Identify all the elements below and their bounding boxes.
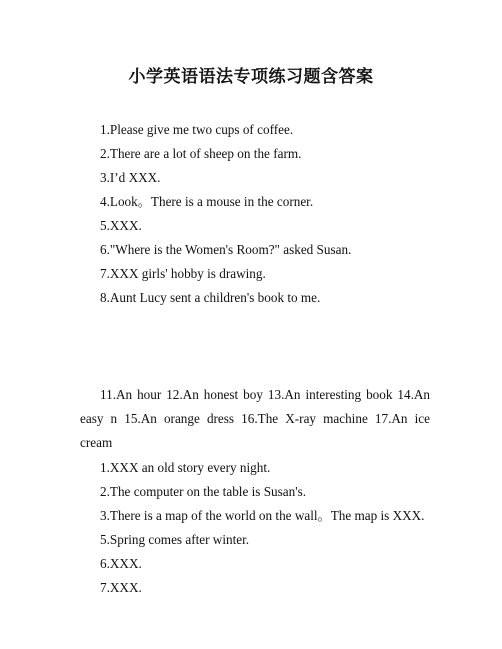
answer-line: 1.Please give me two cups of coffee. bbox=[100, 122, 294, 137]
answer-line: 3.I’d XXX. bbox=[100, 170, 161, 185]
answer-line: 2.The computer on the table is Susan's. bbox=[100, 484, 307, 499]
answer-line: 8.Aunt Lucy sent a children's book to me. bbox=[100, 290, 321, 305]
answer-line: 3.There is a map of the world on the wall。The map is XXX. bbox=[100, 508, 425, 523]
answer-line: 5.XXX. bbox=[100, 218, 142, 233]
answer-line: 7.XXX. bbox=[100, 580, 142, 595]
answer-line: 4.Look。There is a mouse in the corner. bbox=[100, 194, 314, 209]
answer-line: 1.XXX an old story every night. bbox=[100, 460, 271, 475]
document-title: 小学英语语法专项练习题含答案 bbox=[128, 67, 374, 87]
answer-paragraph-text: 11.An hour 12.An honest boy 13.An interesting book 14.An easy n 15.An orange dress 16.The X-ray machine 17.An ice cream bbox=[80, 387, 430, 450]
answer-list-1 bbox=[100, 118, 440, 310]
answer-line: 5.Spring comes after winter. bbox=[100, 532, 250, 547]
answer-line: 2.There are a lot of sheep on the farm. bbox=[100, 146, 302, 161]
answer-line: 6."Where is the Women's Room?" asked Susan. bbox=[100, 242, 352, 257]
answer-line: 7.XXX girls' hobby is drawing. bbox=[100, 266, 266, 281]
answer-line: 6.XXX. bbox=[100, 556, 142, 571]
answer-list-2 bbox=[100, 456, 440, 600]
answer-paragraph bbox=[80, 383, 430, 455]
